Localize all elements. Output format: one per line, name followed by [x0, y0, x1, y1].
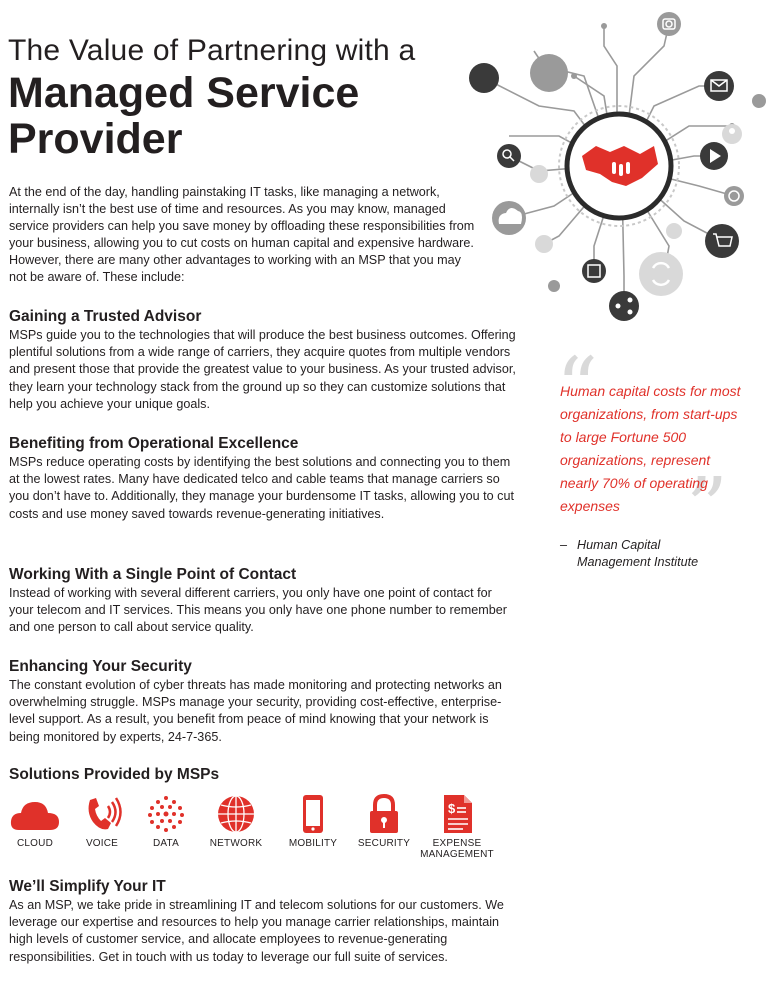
section-heading: Working With a Single Point of Contact — [9, 566, 297, 583]
section-trusted-advisor — [9, 307, 519, 413]
section-single-point-contact — [9, 565, 519, 637]
cloud-icon — [9, 794, 61, 834]
solution-data — [131, 794, 201, 849]
solutions-heading: Solutions Provided by MSPs — [9, 766, 220, 783]
solution-security — [349, 794, 419, 849]
smartphone-icon — [291, 794, 335, 834]
section-heading: Benefiting from Operational Excellence — [9, 435, 299, 452]
page-title: Managed Service Provider — [8, 69, 360, 163]
padlock-icon — [362, 794, 406, 834]
invoice-icon — [435, 794, 479, 834]
section-operational-excellence — [9, 434, 519, 523]
solution-label: SECURITY — [357, 838, 411, 849]
section-body: Instead of working with several different carriers, you only have one point of contact for your telecom and IT services. This means you only have one phone number to remember and one person to call about service quality. — [9, 586, 507, 635]
section-body: MSPs guide you to the technologies that will produce the best business outcomes. Offering plentiful solutions from a wide range of carriers, they acquire quotes from multiple vendors and present those that provide the greatest value to your business. As your trusted advisor, they learn your technology stack from the ground up so they can customize solutions that help you achieve your unique goals. — [9, 328, 516, 411]
section-heading: Enhancing Your Security — [9, 658, 192, 675]
attribution-name: Human Capital Management Institute — [577, 538, 699, 569]
svg-text:$: $ — [448, 801, 456, 816]
solution-label: DATA — [153, 838, 179, 849]
section-body: The constant evolution of cyber threats has made monitoring and protecting networks an overwhelming struggle. MSPs manage your security, providing cost-effective, enterprise-level support. As a result, you benefit from peace of mind knowing that your network is being monitored by experts, 24-7-365. — [9, 678, 502, 744]
solution-label: EXPENSE MANAGEMENT — [420, 838, 494, 860]
globe-icon — [214, 794, 258, 834]
attribution-dash: – — [560, 538, 568, 552]
solution-label: VOICE — [85, 838, 119, 849]
title-intro: The Value of Partnering with a — [8, 34, 416, 67]
section-heading: Gaining a Trusted Advisor — [9, 308, 202, 325]
solution-voice — [67, 794, 137, 849]
solution-mobility — [278, 794, 348, 849]
data-dots-icon — [144, 794, 188, 834]
section-body: As an MSP, we take pride in streamlining IT and telecom solutions for our customers. We leverage our expertise and resources to help you manage carrier relationships, maintain high levels of customer service, and allocate employees to revenue-generating responsibilities. Get in touch with us today to leverage our full suite of services. — [9, 898, 504, 964]
section-heading: We’ll Simplify Your IT — [9, 878, 166, 895]
solution-label: CLOUD — [16, 838, 53, 849]
open-quote-icon: “ — [556, 341, 598, 436]
handshake-network-illustration — [464, 6, 770, 324]
quote-text: Human capital costs for most organizations, from start-ups to large Fortune 500 organizations, represent nearly 70% of operating expenses — [560, 383, 741, 514]
section-simplify-it — [9, 877, 519, 966]
solution-label: NETWORK — [209, 838, 263, 849]
solution-network — [201, 794, 271, 849]
solution-expense-management — [422, 794, 492, 860]
phone-icon — [80, 794, 124, 834]
section-security — [9, 657, 519, 746]
intro-paragraph: At the end of the day, handling painstaking IT tasks, like managing a network, internally isn’t the best use of time and resources. As you may know, managed service providers can help you save money by offloading these responsibilities from your business, allowing you to cut costs on human capital and expensive hardware. However, there are many other advantages to working with an MSP that you may not be aware of. These include: — [9, 185, 475, 284]
section-body: MSPs reduce operating costs by identifying the best solutions and connecting you to them at the lowest rates. Many have dedicated telco and cable teams that manage carriers so you don’t have to. Additionally, they manage your burdensome IT tasks, allowing you to cut costs and use money saved towards revenue-generating initiatives. — [9, 455, 514, 521]
solution-label: MOBILITY — [288, 838, 338, 849]
close-quote-icon: ” — [686, 461, 728, 556]
solution-cloud — [0, 794, 70, 849]
